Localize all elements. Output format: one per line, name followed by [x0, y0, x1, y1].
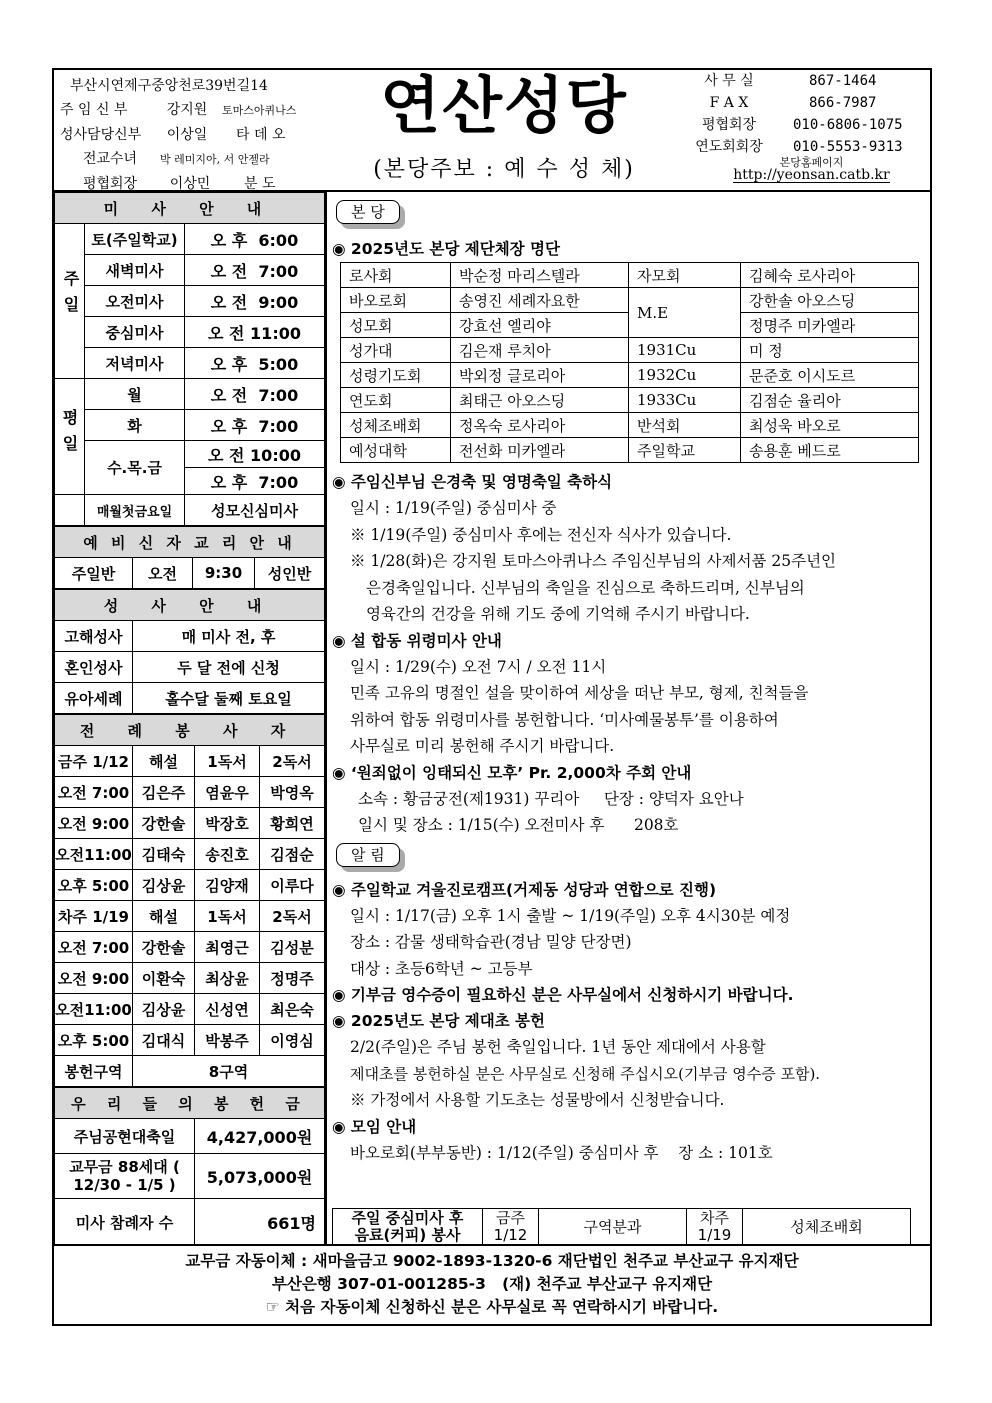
table-row [55, 963, 325, 994]
server-cell: 오후 5:00 [55, 870, 133, 901]
server-cell: 김은주 [133, 777, 195, 808]
server-cell: 강한솔 [133, 932, 195, 963]
praesidium-line: 일시 및 장소 : 1/15(수) 오전미사 후 208호 [358, 816, 679, 834]
committee-cell: 송용훈 베드로 [741, 438, 919, 463]
servers-title: 전 례 봉 사 자 [55, 715, 325, 746]
server-cell: 2독서 [260, 901, 325, 932]
committee-cell: 강효선 엘리야 [451, 313, 629, 338]
sacrament-name: 혼인성사 [55, 652, 133, 683]
jubilee-line: 은경축일입니다. 신부님의 축일을 진심으로 축하드리며, 신부님의 [366, 578, 805, 597]
sunday-label: 주일 [55, 224, 85, 379]
catechumen-table [54, 526, 325, 589]
table-row [55, 1056, 325, 1087]
committee-cell: 문준호 이시도르 [741, 363, 919, 388]
table-row [341, 388, 919, 413]
staff-row: 주 임 신 부 강지원 토마스아퀴나스 [60, 102, 297, 118]
server-cell: 박봉주 [195, 1025, 260, 1056]
committee-cell: 정옥숙 로사리아 [451, 413, 629, 438]
committee-cell: 성령기도회 [341, 363, 451, 388]
committee-cell: 성체조배회 [341, 413, 451, 438]
footer-line: 부산은행 307-01-001285-3 (재) 천주교 부산교구 유지재단 [271, 1275, 713, 1293]
server-cell: 오전11:00 [55, 994, 133, 1025]
meeting-line: 바오로회(부부동반) : 1/12(주일) 중심미사 후 장 소 : 101호 [350, 1143, 773, 1162]
catechumen-cell: 오전 [133, 558, 193, 589]
contact-row: 연도회회장 010-5553-9313 [695, 139, 903, 155]
committee-cell: 박순정 마리스텔라 [451, 263, 629, 288]
committee-cell: 송영진 세례자요한 [451, 288, 629, 313]
server-cell: 오후 5:00 [55, 1025, 133, 1056]
committee-cell: M.E [629, 288, 741, 338]
sacrament-name: 유아세례 [55, 683, 133, 714]
mass-title: 미 사 안 내 [55, 193, 325, 224]
right-column [332, 200, 928, 1166]
mass-name: 수.목.금 [85, 441, 185, 495]
server-cell: 황희연 [260, 808, 325, 839]
weekday-label: 평일 [55, 379, 85, 495]
section-tag-notice: 알 림 [336, 843, 400, 867]
committee-cell: 최성욱 바오로 [741, 413, 919, 438]
committee-heading: ◉ 2025년도 본당 제단체장 명단 [332, 240, 560, 258]
table-row [55, 808, 325, 839]
catechumen-cell: 9:30 [193, 558, 255, 589]
server-cell: 정명주 [260, 963, 325, 994]
mass-time: 오 후 7:00 [185, 468, 325, 495]
committee-cell: 자모회 [629, 263, 741, 288]
praesidium-line: 소속 : 황금궁전(제1931) 꾸리아 단장 : 양덕자 요안나 [358, 789, 744, 808]
server-cell: 오전 9:00 [55, 808, 133, 839]
committee-cell: 박외정 글로리아 [451, 363, 629, 388]
mass-time: 성모신심미사 [185, 495, 325, 526]
mass-name: 화 [85, 410, 185, 441]
address: 부산시연제구중앙천로39번길14 [70, 78, 268, 94]
sacrament-value: 두 달 전에 신청 [133, 652, 325, 683]
server-cell: 김상윤 [133, 994, 195, 1025]
committee-cell: 로사회 [341, 263, 451, 288]
server-cell: 김태숙 [133, 839, 195, 870]
footer [54, 1250, 930, 1319]
mass-name: 토(주일학교) [85, 224, 185, 255]
server-cell: 신성연 [195, 994, 260, 1025]
server-cell: 오전11:00 [55, 839, 133, 870]
server-cell: 금주 1/12 [55, 746, 133, 777]
blank-cell [55, 495, 85, 526]
table-row [341, 413, 919, 438]
table-row [341, 263, 919, 288]
server-cell: 1독서 [195, 901, 260, 932]
server-cell: 김점순 [260, 839, 325, 870]
mass-time: 오 후 5:00 [185, 348, 325, 379]
meeting-heading: ◉ 모임 안내 [332, 1117, 417, 1136]
servers-table [54, 714, 325, 1087]
table-row [55, 901, 325, 932]
committee-cell: 미 정 [741, 338, 919, 363]
table-row [341, 363, 919, 388]
header [54, 70, 930, 192]
staff-row: 성사담당신부 이상일 타 데 오 [60, 127, 286, 143]
sacrament-title: 성 사 안 내 [55, 590, 325, 621]
server-cell: 이루다 [260, 870, 325, 901]
table-row [55, 994, 325, 1025]
server-cell: 박장호 [195, 808, 260, 839]
camp-line: 장소 : 감물 생태학습관(경남 밀양 단장면) [350, 933, 632, 951]
mass-name: 월 [85, 379, 185, 410]
committee-cell: 강한솔 아오스딩 [741, 288, 919, 313]
service-next-week: 차주 1/19 [687, 1209, 743, 1246]
committee-cell: 예성대학 [341, 438, 451, 463]
server-cell: 김대식 [133, 1025, 195, 1056]
table-row [55, 746, 325, 777]
district-label: 봉헌구역 [55, 1056, 133, 1087]
committee-cell: 주일학교 [629, 438, 741, 463]
contact-row: 사 무 실 867-1464 [704, 73, 877, 89]
homepage-label: 본당홈페이지 [779, 156, 844, 169]
committee-table [340, 262, 919, 463]
left-column [54, 192, 324, 1246]
table-row [55, 777, 325, 808]
camp-heading: ◉ 주일학교 겨울진로캠프(거제동 성당과 연합으로 진행) [332, 880, 717, 899]
server-cell: 김성분 [260, 932, 325, 963]
offering-name: 주님공현대축일 [55, 1119, 195, 1154]
footer-line: ☞ 처음 자동이체 신청하신 분은 사무실로 꼭 연락하시기 바랍니다. [265, 1298, 719, 1316]
committee-cell: 바오로회 [341, 288, 451, 313]
praesidium-heading: ◉ ‘원죄없이 잉태되신 모후’ Pr. 2,000차 주회 안내 [332, 763, 692, 782]
jubilee-line: ※ 1/19(주일) 중심미사 후에는 전신자 식사가 있습니다. [350, 525, 732, 544]
catechumen-cell: 성인반 [255, 558, 325, 589]
mass-name: 오전미사 [85, 286, 185, 317]
committee-cell: 성가대 [341, 338, 451, 363]
memorial-line: 일시 : 1/29(수) 오전 7시 / 오전 11시 [350, 657, 607, 676]
jubilee-line: ※ 1/28(화)은 강지원 토마스아퀴나스 주임신부님의 사제서품 25주년인 [350, 552, 837, 570]
server-cell: 김양재 [195, 870, 260, 901]
table-row [55, 870, 325, 901]
camp-line: 일시 : 1/17(금) 오후 1시 출발 ~ 1/19(주일) 오후 4시30분 예정 [350, 906, 791, 925]
district-value: 8구역 [133, 1056, 325, 1087]
homepage-link[interactable]: http://yeonsan.catb.kr [733, 167, 890, 183]
mass-time: 오 후 6:00 [185, 224, 325, 255]
offering-name: 미사 참례자 수 [55, 1199, 195, 1246]
committee-cell: 최태근 아오스딩 [451, 388, 629, 413]
table-row [55, 839, 325, 870]
mass-time: 오 전 7:00 [185, 379, 325, 410]
column-divider [325, 192, 327, 1244]
table-row [55, 1025, 325, 1056]
mass-time: 오 전 10:00 [185, 441, 325, 468]
mass-time: 오 후 7:00 [185, 410, 325, 441]
mass-name: 중심미사 [85, 317, 185, 348]
mass-name: 저녁미사 [85, 348, 185, 379]
service-table [332, 1208, 911, 1246]
staff-row: 평협회장 이상민 분 도 [82, 176, 276, 192]
table-row [341, 288, 919, 313]
server-cell: 차주 1/19 [55, 901, 133, 932]
homepage [694, 156, 929, 183]
memorial-line: 사무실로 미리 봉헌해 주시기 바랍니다. [350, 737, 615, 755]
contacts [679, 70, 929, 158]
server-cell: 오전 7:00 [55, 777, 133, 808]
mass-table [54, 192, 325, 526]
page-title: 연산성당 [380, 69, 628, 142]
jubilee-heading: ◉ 주임신부님 은경축 및 영명축일 축하식 [332, 473, 613, 491]
server-cell: 해설 [133, 901, 195, 932]
server-cell: 1독서 [195, 746, 260, 777]
server-cell: 오전 9:00 [55, 963, 133, 994]
section-tag-bondang: 본 당 [336, 200, 400, 224]
catechumen-cell: 주일반 [55, 558, 133, 589]
offering-title: 우 리 들 의 봉 헌 금 [55, 1088, 325, 1119]
camp-line: 대상 : 초등6학년 ~ 고등부 [350, 959, 533, 978]
sacrament-table [54, 589, 325, 714]
table-row [55, 932, 325, 963]
candles-line: ※ 가정에서 사용할 기도초는 성물방에서 신청받습니다. [350, 1091, 725, 1109]
jubilee-line: 영육간의 건강을 위해 기도 중에 기억해 주시기 바랍니다. [366, 605, 750, 623]
server-cell: 최영근 [195, 932, 260, 963]
staff-row: 전교수녀 박 레미지아, 서 안젤라 [82, 151, 270, 167]
server-cell: 오전 7:00 [55, 932, 133, 963]
mass-name: 새벽미사 [85, 255, 185, 286]
memorial-line: 위하여 합동 위령미사를 봉헌합니다. ‘미사예물봉투’를 이용하여 [350, 710, 779, 729]
sacrament-value: 매 미사 전, 후 [133, 621, 325, 652]
table-row [341, 438, 919, 463]
service-label: 주일 중심미사 후 음료(커피) 봉사 [333, 1209, 483, 1246]
memorial-line: 민족 고유의 명절인 설을 맞이하여 세상을 떠난 부모, 형제, 친척들을 [350, 684, 809, 702]
committee-cell: 정명주 미카엘라 [741, 313, 919, 338]
offering-name: 교무금 88세대 ( 12/30 - 1/5 ) [55, 1154, 195, 1199]
server-cell: 송진호 [195, 839, 260, 870]
committee-cell: 김혜숙 로사리아 [741, 263, 919, 288]
table-row [341, 338, 919, 363]
committee-cell: 전선화 미카엘라 [451, 438, 629, 463]
bulletin-frame [52, 68, 932, 1326]
committee-cell: 1933Cu [629, 388, 741, 413]
page-subtitle: (본당주보 : 예 수 성 체) [373, 157, 635, 182]
memorial-heading: ◉ 설 합동 위령미사 안내 [332, 631, 502, 650]
committee-cell: 반석회 [629, 413, 741, 438]
mass-time: 오 전 11:00 [185, 317, 325, 348]
server-cell: 최상윤 [195, 963, 260, 994]
catechumen-title: 예 비 신 자 교 리 안 내 [55, 527, 325, 558]
offering-value: 661명 [195, 1199, 325, 1246]
contact-row: 평협회장 010-6806-1075 [701, 117, 903, 133]
committee-cell: 1931Cu [629, 338, 741, 363]
candles-line: 제대초를 봉헌하실 분은 사무실로 신청해 주십시오(기부금 영수증 포함). [350, 1064, 821, 1083]
server-cell: 염윤우 [195, 777, 260, 808]
committee-cell: 1932Cu [629, 363, 741, 388]
footer-divider [54, 1244, 930, 1246]
server-cell: 2독서 [260, 746, 325, 777]
contact-row: F A X 866-7987 [709, 95, 877, 111]
mass-time: 오 전 9:00 [185, 286, 325, 317]
server-cell: 이영심 [260, 1025, 325, 1056]
service-next-team: 성체조배회 [743, 1209, 911, 1246]
server-cell: 이환숙 [133, 963, 195, 994]
service-this-team: 구역분과 [539, 1209, 687, 1246]
sacrament-name: 고해성사 [55, 621, 133, 652]
mass-time: 오 전 7:00 [185, 255, 325, 286]
offering-table [54, 1087, 325, 1246]
server-cell: 강한솔 [133, 808, 195, 839]
sacrament-value: 홀수달 둘째 토요일 [133, 683, 325, 714]
candles-line: 2/2(주일)은 주님 봉헌 축일입니다. 1년 동안 제대에서 사용할 [350, 1038, 766, 1056]
offering-value: 5,073,000원 [195, 1154, 325, 1199]
staff-block [60, 74, 325, 196]
server-cell: 박영옥 [260, 777, 325, 808]
receipt-heading: ◉ 기부금 영수증이 필요하신 분은 사무실에서 신청하시기 바랍니다. [332, 986, 794, 1004]
committee-cell: 김은재 루치아 [451, 338, 629, 363]
committee-cell: 성모회 [341, 313, 451, 338]
server-cell: 김상윤 [133, 870, 195, 901]
offering-value: 4,427,000원 [195, 1119, 325, 1154]
candles-heading: ◉ 2025년도 본당 제대초 봉헌 [332, 1012, 546, 1030]
committee-cell: 김점순 율리아 [741, 388, 919, 413]
footer-line: 교무금 자동이체 : 새마을금고 9002-1893-1320-6 재단법인 천주교 부산교구 유지재단 [185, 1252, 799, 1270]
mass-name: 매월첫금요일 [85, 495, 185, 526]
server-cell: 최은숙 [260, 994, 325, 1025]
jubilee-line: 일시 : 1/19(주일) 중심미사 중 [350, 499, 557, 517]
server-cell: 해설 [133, 746, 195, 777]
committee-cell: 연도회 [341, 388, 451, 413]
service-this-week: 금주 1/12 [483, 1209, 539, 1246]
